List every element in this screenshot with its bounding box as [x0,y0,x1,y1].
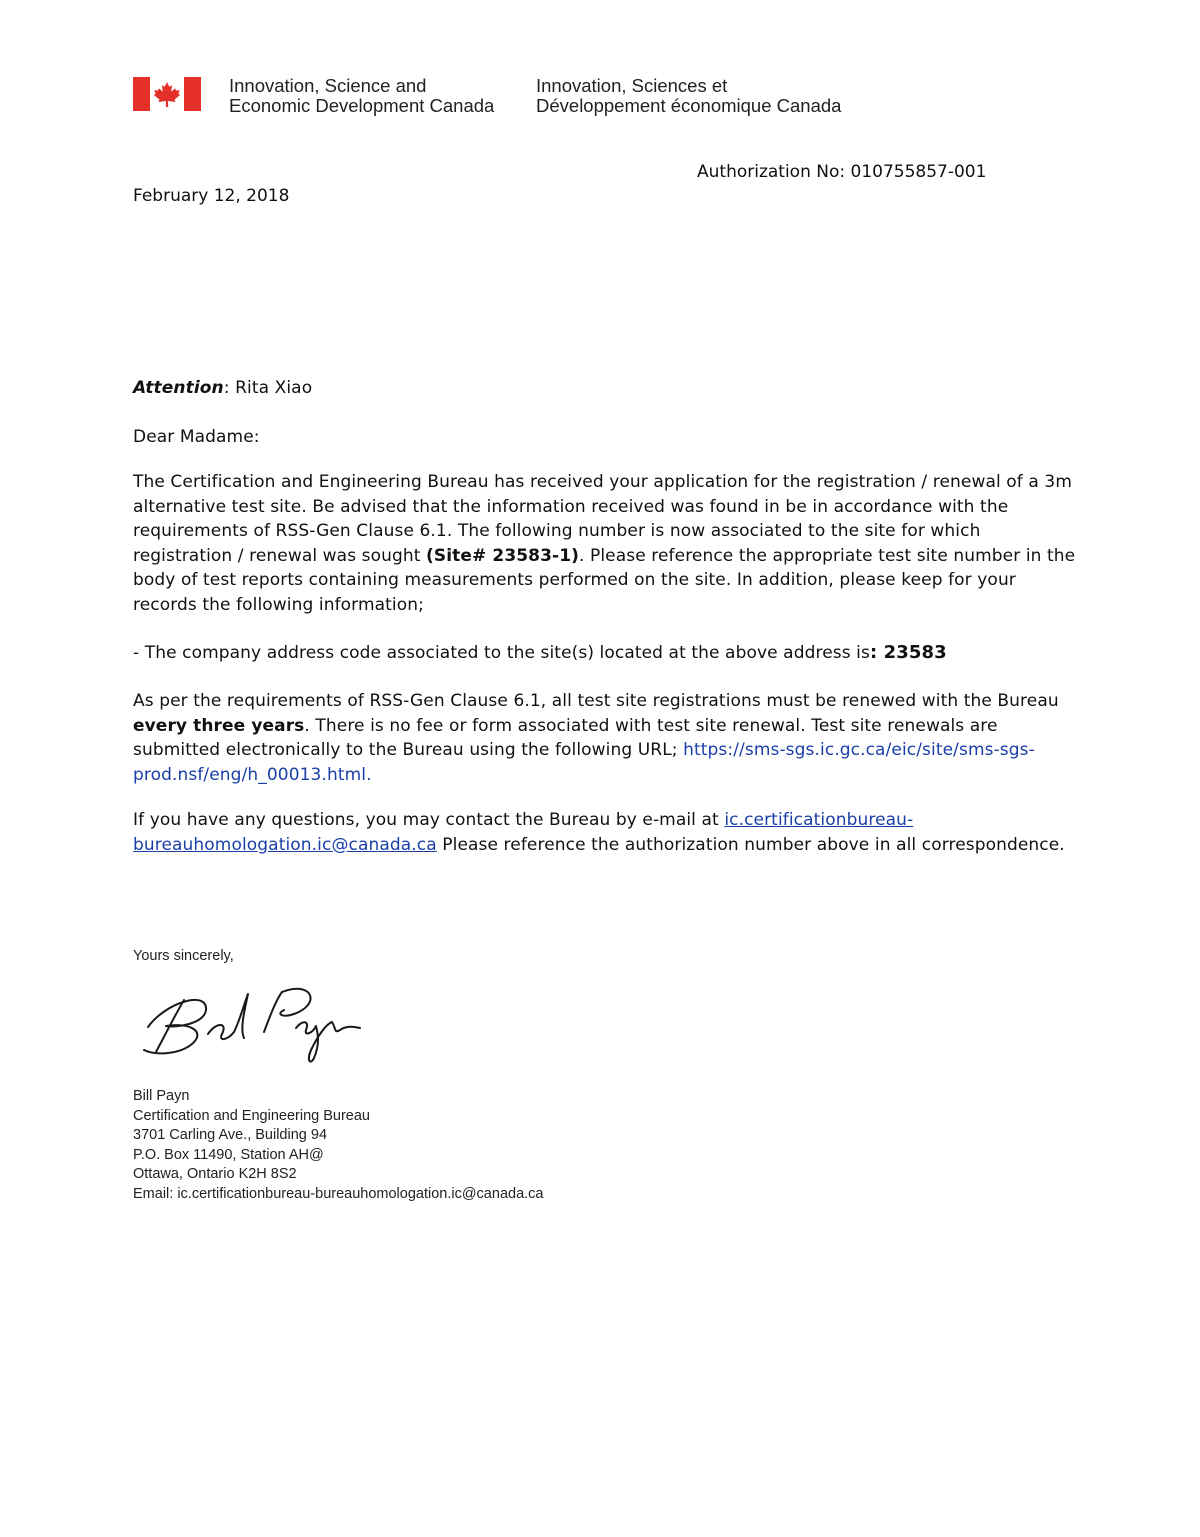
canada-flag-icon [133,77,201,111]
paragraph2-text-before: As per the requirements of RSS-Gen Clause 6.1, all test site registrations must be renewed with the Bureau [133,691,1059,711]
department-fr-line1: Innovation, Sciences et [536,75,728,96]
department-name-en [229,76,494,116]
signature-image [136,982,366,1067]
letter-date: February 12, 2018 [133,186,290,206]
department-en-line1: Innovation, Science and [229,75,427,96]
signatory-org: Certification and Engineering Bureau [133,1107,370,1124]
department-fr-line2: Développement économique Canada [536,95,842,116]
paragraph1-text-after: . Please reference the appropriate test site number in the body of test reports containing measurements performed on the site. In addition, please keep for your records the following information; [133,545,1076,615]
signature-block [133,1087,543,1204]
site-number: (Site# 23583-1) [426,545,579,566]
paragraph3-text-after: Please reference the authorization number above in all correspondence. [436,834,1065,855]
bureau-email-link[interactable]: ic.certificationbureau-bureauhomologation.ic@canada.ca [133,810,914,855]
department-en-line2: Economic Development Canada [229,95,495,116]
paragraph-contact [133,808,1083,857]
signatory-email: Email: ic.certificationbureau-bureauhomologation.ic@canada.ca [133,1185,544,1202]
signatory-address-line3: Ottawa, Ontario K2H 8S2 [133,1166,297,1182]
department-name-fr [536,76,841,116]
address-code-value: : 23583 [869,642,947,663]
paragraph2-text-after: . There is no fee or form associated with test site renewal. Test site renewals are submitted electronically to the Bureau using the following URL; [133,715,998,760]
attention-line [133,376,1083,401]
authorization-number: Authorization No: 010755857-001 [697,162,987,182]
paragraph1-text-before: The Certification and Engineering Bureau has received your application for the registration / renewal of a 3m alternative test site. Be advised that the information received was found in be in accordance with the requirements of RSS-Gen Clause 6.1. The following number is now associated to the site for which registration / renewal was sought [133,472,1072,566]
signatory-name: Bill Payn [133,1088,190,1104]
signatory-address-line2: P.O. Box 11490, Station AH@ [133,1146,324,1163]
paragraph-renewal [133,689,1083,787]
attention-name: : Rita Xiao [223,378,313,398]
attention-label: Attention [133,378,224,398]
address-code-text: - The company address code associated to the site(s) located at the above address is [133,643,870,663]
closing: Yours sincerely, [133,948,234,964]
address-code-line [133,641,1083,666]
paragraph-registration [133,470,1083,617]
salutation: Dear Madame: [133,427,260,447]
signatory-address-line1: 3701 Carling Ave., Building 94 [133,1127,328,1143]
paragraph3-text-before: If you have any questions, you may contact the Bureau by e-mail at [133,810,725,830]
renewal-interval: every three years [133,715,305,736]
renewal-url-link[interactable]: https://sms-sgs.ic.gc.ca/eic/site/sms-sgs-prod.nsf/eng/h_00013.html. [133,740,1035,785]
